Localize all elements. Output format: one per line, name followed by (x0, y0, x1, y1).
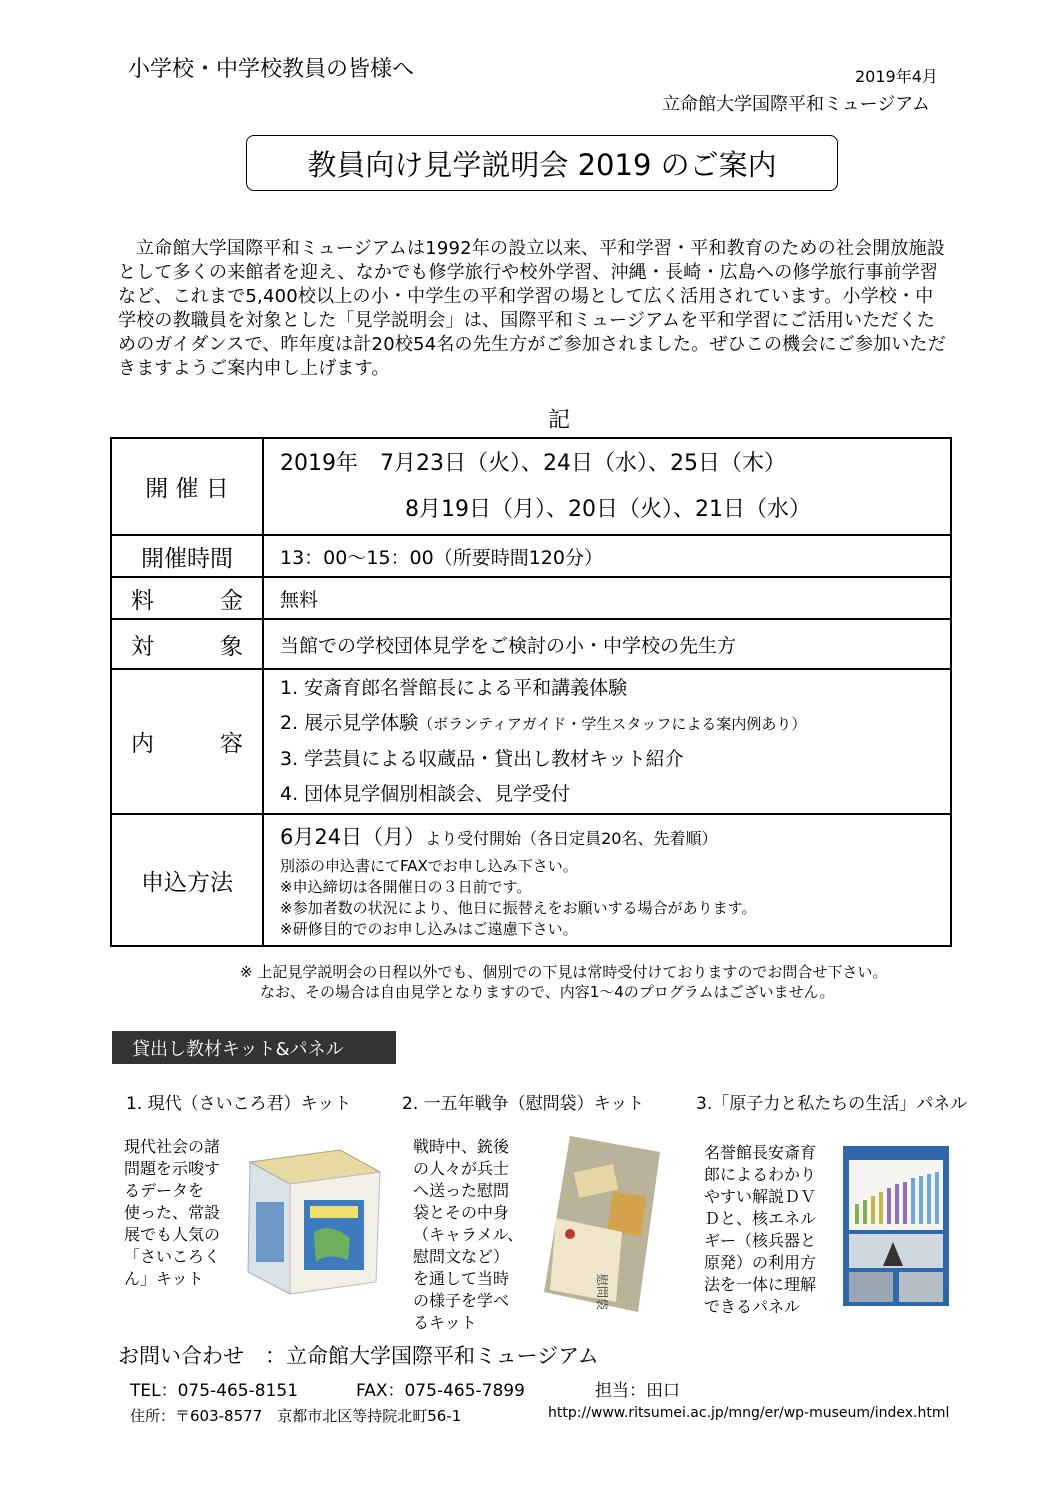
ki-label: 記 (548, 408, 571, 433)
date-label: 開 催 日 (111, 438, 263, 535)
row-time (111, 535, 951, 577)
row-date (111, 438, 951, 535)
kit-2-description: 戦時中、銃後 の人々が兵士 へ送った慰問 袋とその中身 （キャラメル、 慰問文など） を通して当時 の様子を学べ るキット (413, 1137, 524, 1332)
contact-fax: FAX：075-465-7899 (356, 1381, 525, 1401)
kit-3-title: 3.「原子力と私たちの生活」パネル (696, 1094, 968, 1114)
greeting: 小学校・中学校教員の皆様へ (128, 57, 415, 82)
date-line-1: 2019年 7月23日（火）、24日（水）、25日（木） (280, 450, 786, 476)
contact-address: 住所：〒603-8577 京都市北区等持院北町56-1 (130, 1407, 462, 1425)
kit-2-title: 2. 一五年戦争（慰問袋）キット (402, 1094, 645, 1114)
comfort-bag-image (540, 1134, 660, 1312)
content-item: 4. 団体見学個別相談会、見学受付 (280, 783, 571, 805)
contact-tel: TEL：075-465-8151 (130, 1381, 299, 1401)
nuclear-panel-image (843, 1146, 949, 1306)
svg-text:慰問袋: 慰問袋 (595, 1274, 609, 1311)
dice-kit-image (230, 1142, 390, 1302)
fee-value: 無料 (263, 577, 951, 619)
time-label: 開催時間 (111, 535, 263, 577)
time-value: 13：00～15：00（所要時間120分） (263, 535, 951, 577)
contact-heading: お問い合わせ ：立命館大学国際平和ミュージアム (118, 1344, 599, 1368)
content-item: 2. 展示見学体験（ボランティアガイド・学生スタッフによる案内例あり） (280, 712, 807, 734)
details-table (110, 437, 952, 947)
row-content: 内 容 1. 安斎育郎名誉館長による平和講義体験 2. 展示見学体験（ボランティアガイド・学生スタッフによる案内例あり） 3. 学芸員による収蔵品・貸出し教材キット紹介 4. 団体見学個別相談会、見学受付 (111, 669, 951, 814)
document-title: 教員向け見学説明会 2019 のご案内 (246, 135, 838, 191)
contact-person: 担当：田口 (595, 1381, 680, 1401)
row-fee: 料 金 無料 (111, 577, 951, 619)
issue-date: 2019年4月 (855, 67, 938, 86)
date-line-2: 8月19日（月）、20日（火）、21日（水） (405, 496, 811, 522)
apply-label: 申込方法 (111, 814, 263, 946)
row-apply: 申込方法 6月24日（月）より受付開始（各日定員20名、先着順） 別添の申込書にてFAXでお申し込み下さい。 ※申込締切は各開催日の３日前です。 ※参加者数の状況により、他日に振替えをお願いする場合があります。 ※研修目的でのお申し込みはご遠慮下さい。 (111, 814, 951, 946)
content-item: 3. 学芸員による収蔵品・貸出し教材キット紹介 (280, 748, 684, 770)
row-target: 対 象 当館での学校団体見学をご検討の小・中学校の先生方 (111, 619, 951, 669)
organization-name: 立命館大学国際平和ミュージアム (662, 94, 931, 115)
kit-1-description: 現代社会の諸 問題を示唆す るデータを 使った、常設 展でも人気の 「さいころく ん」キット (124, 1137, 221, 1288)
content-item: 1. 安斎育郎名誉館長による平和講義体験 (280, 677, 628, 699)
kit-section-header: 貸出し教材キット&パネル (112, 1031, 396, 1064)
intro-paragraph: 立命館大学国際平和ミュージアムは1992年の設立以来、平和学習・平和教育のための社会開放施設として多くの来館者を迎え、なかでも修学旅行や校外学習、沖縄・長崎・広島への修学旅行事前学習など、これまで5,400校以上の小・中学生の平和学習の場として広く活用されています。小学校・中学校の教職員を対象とした「見学説明会」は、国際平和ミュージアムを平和学習にご活用いただくためのガイダンスで、昨年度は計20校54名の先生方がご参加されました。ぜひこの機会にご参加いただきますようご案内申し上げます。 (118, 238, 946, 379)
notes: ※ 上記見学説明会の日程以外でも、個別での下見は常時受付けておりますのでお問合せ下さい。 なお、その場合は自由見学となりますので、内容1～4のプログラムはございません。 (240, 963, 888, 1001)
kit-1-title: 1. 現代（さいころ君）キット (126, 1094, 352, 1114)
kit-3-description: 名誉館長安斎育 郎によるわかり やすい解説ＤＶ Ｄと、核エネル ギー（核兵器と 原発）の利用方 法を一体に理解 できるパネル (704, 1143, 817, 1316)
contact-url[interactable]: http://www.ritsumei.ac.jp/mng/er/wp-museum/index.html (548, 1405, 950, 1421)
target-value: 当館での学校団体見学をご検討の小・中学校の先生方 (263, 619, 951, 669)
